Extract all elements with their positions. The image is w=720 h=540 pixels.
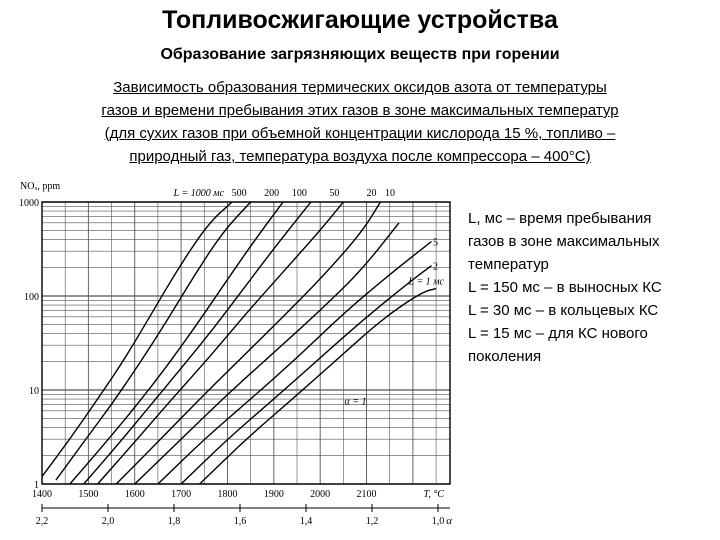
alpha-tick-label: 1,6 <box>233 516 247 527</box>
notes-panel <box>468 207 718 368</box>
y-axis-label: NOₓ, ppm <box>20 181 61 192</box>
alpha-annotation: α = 1 <box>344 396 367 408</box>
series-label-50: 50 <box>329 188 340 199</box>
x-tick-label: 1400 <box>32 489 52 500</box>
page-subtitle: Образование загрязняющих веществ при горении <box>160 46 560 63</box>
x-tick-label: 1700 <box>171 489 192 500</box>
series-label-1000: L = 1000 мс <box>173 188 225 199</box>
x-axis-label: T, °C <box>423 489 444 500</box>
x-tick-label: 2100 <box>356 489 377 500</box>
note-line: газов в зоне максимальных <box>468 233 660 250</box>
note-line: поколения <box>468 348 542 365</box>
series-line-10 <box>135 223 399 484</box>
chart-caption <box>40 76 680 168</box>
series-label-500: 500 <box>231 188 247 199</box>
caption-line: природный газ, температура воздуха после компрессора – 400°C) <box>129 148 591 165</box>
note-line: L = 30 мс – в кольцевых КС <box>468 302 659 319</box>
alpha-tick-label: 1,8 <box>167 516 181 527</box>
plot-frame <box>42 202 450 484</box>
alpha-tick-label: 2,2 <box>35 516 49 527</box>
y-tick-label: 1 <box>34 480 39 491</box>
note-line: L = 15 мс – для КС нового <box>468 325 648 342</box>
y-tick-label: 100 <box>24 292 39 303</box>
page-title: Топливосжигающие устройства <box>162 6 558 34</box>
alpha-tick-label: 1,2 <box>365 516 379 527</box>
series-line-500 <box>56 202 251 480</box>
x-tick-label: 1800 <box>217 489 238 500</box>
alpha-tick-label: 1,0 <box>431 516 445 527</box>
alpha-axis-label: α <box>446 515 452 527</box>
note-line: L = 150 мс – в выносных КС <box>468 279 662 296</box>
series-line-100 <box>84 202 311 484</box>
caption-line: Зависимость образования термических оксидов азота от температуры <box>113 79 607 96</box>
series-line-2 <box>181 266 431 484</box>
series-line-200 <box>70 202 283 484</box>
series-label-200: 200 <box>264 188 280 199</box>
y-tick-label: 10 <box>29 386 39 397</box>
caption-line: (для сухих газов при объемной концентрации кислорода 15 %, топливо – <box>104 125 616 142</box>
series-line-1 <box>200 289 436 484</box>
series-line-1000 <box>42 202 232 477</box>
series-label-1: L = 1 мс <box>408 276 444 288</box>
series-line-20 <box>116 202 380 484</box>
x-tick-label: 1900 <box>263 489 284 500</box>
series-label-10: 10 <box>385 188 395 199</box>
note-line: L, мс – время пребывания <box>468 210 652 227</box>
note-line: температур <box>468 256 549 273</box>
alpha-tick-label: 2,0 <box>101 516 115 527</box>
y-tick-label: 1000 <box>19 198 39 209</box>
series-label-100: 100 <box>291 188 307 199</box>
alpha-tick-label: 1,4 <box>299 516 313 527</box>
series-line-5 <box>158 242 432 484</box>
caption-line: газов и времени пребывания этих газов в зоне максимальных температур <box>101 102 619 119</box>
series-label-20: 20 <box>366 188 377 199</box>
x-tick-label: 1500 <box>78 489 99 500</box>
nox-chart <box>18 176 460 528</box>
series-label-5: 5 <box>433 237 438 249</box>
x-tick-label: 2000 <box>310 489 331 500</box>
series-label-2: 2 <box>433 261 438 273</box>
x-tick-label: 1600 <box>124 489 145 500</box>
